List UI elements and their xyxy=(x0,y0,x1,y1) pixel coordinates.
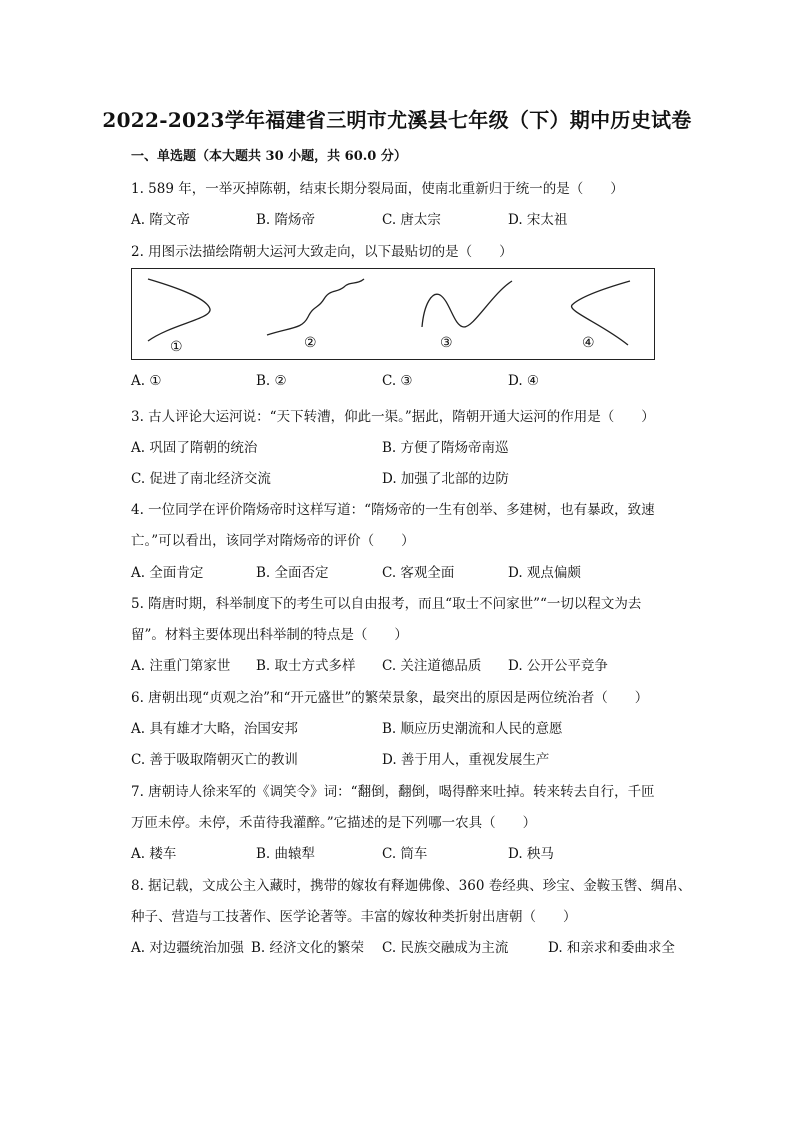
question-5-text-line-2: 留”。材料主要体现出科举制的特点是（ ） xyxy=(131,627,408,643)
q5-option-b[interactable]: B. 取士方式多样 xyxy=(256,658,356,674)
question-6-text: 6. 唐朝出现“贞观之治”和“开元盛世”的繁荣景象，最突出的原因是两位统治者（ ） xyxy=(131,690,649,706)
question-5-text-line-1: 5. 隋唐时期，科举制度下的考生可以自由报考，而且“取士不问家世”“一切以程文为去 xyxy=(131,596,642,612)
q4-option-a[interactable]: A. 全面肯定 xyxy=(131,565,204,581)
question-4-text-line-2: 亡。”可以看出，该同学对隋炀帝的评价（ ） xyxy=(131,533,415,549)
q2-option-b[interactable]: B. ② xyxy=(256,373,287,389)
exam-title: 2022-2023学年福建省三明市尤溪县七年级（下）期中历史试卷 xyxy=(102,108,692,132)
section-heading: 一、单选题（本大题共 30 小题，共 60.0 分） xyxy=(131,149,407,164)
q7-option-d[interactable]: D. 秧马 xyxy=(508,846,554,862)
figure-label-3: ③ xyxy=(440,335,453,351)
figure-label-1: ① xyxy=(170,339,183,355)
question-7-text-line-1: 7. 唐朝诗人徐来军的《调笑令》词：“翻倒，翻倒，喝得醉来吐掉。转来转去自行，千匝 xyxy=(131,784,655,800)
q4-option-d[interactable]: D. 观点偏颇 xyxy=(508,565,581,581)
q7-option-b[interactable]: B. 曲辕犁 xyxy=(256,846,316,862)
figure-label-4: ④ xyxy=(582,335,595,351)
curve-2 xyxy=(267,279,364,335)
q5-option-d[interactable]: D. 公开公平竞争 xyxy=(508,658,608,674)
q5-option-c[interactable]: C. 关注道德品质 xyxy=(382,658,482,674)
q3-option-c[interactable]: C. 促进了南北经济交流 xyxy=(131,471,271,487)
canal-route-figure xyxy=(131,268,655,360)
q1-option-d[interactable]: D. 宋太祖 xyxy=(508,212,568,228)
q1-option-a[interactable]: A. 隋文帝 xyxy=(131,212,190,228)
q3-option-d[interactable]: D. 加强了北部的边防 xyxy=(382,471,509,487)
question-4-text-line-1: 4. 一位同学在评价隋炀帝时这样写道：“隋炀帝的一生有创举、多建树，也有暴政，致速 xyxy=(131,502,655,518)
question-8-text-line-1: 8. 据记载，文成公主入藏时，携带的嫁妆有释迦佛像、360 卷经典、珍宝、金鞍玉辔、绸帛、 xyxy=(131,878,692,894)
q1-option-c[interactable]: C. 唐太宗 xyxy=(382,212,441,228)
q1-option-b[interactable]: B. 隋炀帝 xyxy=(256,212,316,228)
q6-option-c[interactable]: C. 善于吸取隋朝灭亡的教训 xyxy=(131,752,298,768)
q7-option-c[interactable]: C. 筒车 xyxy=(382,846,428,862)
q8-option-c[interactable]: C. 民族交融成为主流 xyxy=(382,940,509,956)
q8-option-b[interactable]: B. 经济文化的繁荣 xyxy=(251,940,365,956)
question-8-text-line-2: 种子、营造与工技著作、医学论著等。丰富的嫁妆种类折射出唐朝（ ） xyxy=(131,909,577,925)
canal-route-curves xyxy=(132,269,656,361)
q3-option-b[interactable]: B. 方便了隋炀帝南巡 xyxy=(382,440,509,456)
question-3-text: 3. 古人评论大运河说：“天下转漕，仰此一渠。”据此，隋朝开通大运河的作用是（ ） xyxy=(131,409,655,425)
q2-option-a[interactable]: A. ① xyxy=(131,373,162,389)
q7-option-a[interactable]: A. 耧车 xyxy=(131,846,177,862)
curve-1 xyxy=(148,279,210,341)
q6-option-b[interactable]: B. 顺应历史潮流和人民的意愿 xyxy=(382,721,563,737)
figure-label-2: ② xyxy=(304,335,317,351)
q3-option-a[interactable]: A. 巩固了隋朝的统治 xyxy=(131,440,258,456)
curve-4 xyxy=(572,281,630,345)
q2-option-c[interactable]: C. ③ xyxy=(382,373,413,389)
q6-option-a[interactable]: A. 具有雄才大略，治国安邦 xyxy=(131,721,298,737)
q8-option-a[interactable]: A. 对边疆统治加强 xyxy=(131,940,244,956)
q4-option-c[interactable]: C. 客观全面 xyxy=(382,565,455,581)
q5-option-a[interactable]: A. 注重门第家世 xyxy=(131,658,231,674)
question-7-text-line-2: 万匝未停。未停，禾苗待我灌醉。”它描述的是下列哪一农具（ ） xyxy=(131,815,537,831)
q2-option-d[interactable]: D. ④ xyxy=(508,373,540,389)
question-2-text: 2. 用图示法描绘隋朝大运河大致走向，以下最贴切的是（ ） xyxy=(131,244,513,260)
question-1-text: 1. 589 年，一举灭掉陈朝，结束长期分裂局面，使南北重新归于统一的是（ ） xyxy=(131,181,624,197)
curve-3 xyxy=(422,281,512,327)
q8-option-d[interactable]: D. 和亲求和委曲求全 xyxy=(548,940,675,956)
q4-option-b[interactable]: B. 全面否定 xyxy=(256,565,329,581)
q6-option-d[interactable]: D. 善于用人，重视发展生产 xyxy=(382,752,550,768)
